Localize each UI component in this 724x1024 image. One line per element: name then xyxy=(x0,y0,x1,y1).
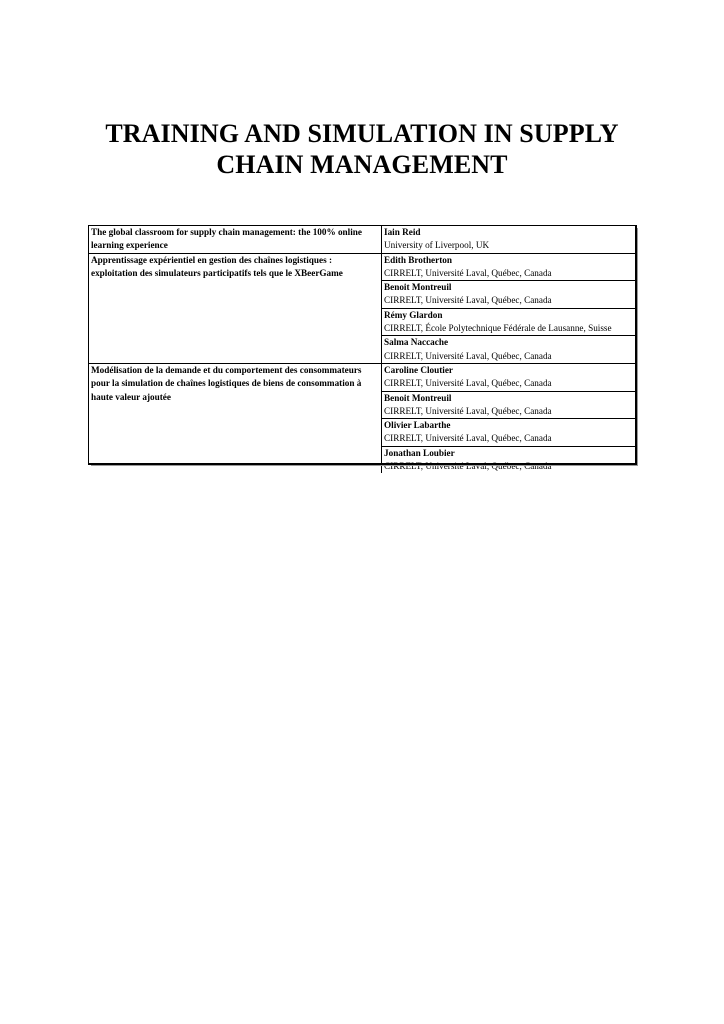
session-title: Apprentissage expérientiel en gestion des chaînes logistiques : exploitation des simulateurs participatifs tels que le XBeerGame xyxy=(89,253,382,363)
author-affiliation: CIRRELT, École Polytechnique Fédérale de Lausanne, Suisse xyxy=(382,322,635,336)
session-title: The global classroom for supply chain management: the 100% online learning experience xyxy=(89,226,382,253)
author-entry xyxy=(384,254,633,282)
session-title: Modélisation de la demande et du comportement des consommateurs pour la simulation de chaînes logistiques de biens de consommation à haute valeur ajoutée xyxy=(89,363,382,473)
author-entry xyxy=(384,392,633,420)
author-name: Salma Naccache xyxy=(384,337,449,348)
author-name: Jonathan Loubier xyxy=(384,447,455,458)
author-entry xyxy=(384,419,633,447)
author-affiliation: CIRRELT, Université Laval, Québec, Canada xyxy=(382,294,635,308)
sessions-table-container xyxy=(88,225,637,472)
author-entry xyxy=(384,309,633,337)
author-name: Benoit Montreuil xyxy=(384,392,452,403)
author-affiliation: CIRRELT, Université Laval, Québec, Canada xyxy=(382,267,635,281)
author-name: Rémy Glardon xyxy=(384,309,443,320)
page-title-line-2: CHAIN MANAGEMENT xyxy=(216,150,508,179)
author-entry xyxy=(384,364,633,392)
author-affiliation: CIRRELT, Université Laval, Québec, Canada xyxy=(382,377,635,391)
session-authors xyxy=(382,363,636,473)
author-entry xyxy=(384,336,633,363)
author-entry xyxy=(384,281,633,309)
author-affiliation: CIRRELT, Université Laval, Québec, Canada xyxy=(382,405,635,419)
author-affiliation: CIRRELT, Université Laval, Québec, Canada xyxy=(384,461,552,472)
table-row xyxy=(89,226,635,253)
author-affiliation: CIRRELT, Université Laval, Québec, Canada xyxy=(382,432,635,446)
page-title xyxy=(60,118,664,180)
author-name: Edith Brotherton xyxy=(384,254,452,265)
author-entry xyxy=(384,226,633,253)
table-row xyxy=(89,363,635,473)
sessions-table xyxy=(89,226,635,473)
session-authors xyxy=(382,226,636,253)
author-name: Iain Reid xyxy=(384,227,421,237)
page-title-line-1: TRAINING AND SIMULATION IN SUPPLY xyxy=(105,119,619,148)
author-affiliation: University of Liverpool, UK xyxy=(384,240,490,251)
author-name: Benoit Montreuil xyxy=(384,282,452,293)
author-name: Olivier Labarthe xyxy=(384,420,451,431)
author-name: Caroline Cloutier xyxy=(384,364,453,375)
table-row xyxy=(89,253,635,363)
session-authors xyxy=(382,253,636,363)
author-entry xyxy=(384,447,633,474)
author-affiliation: CIRRELT, Université Laval, Québec, Canada xyxy=(384,350,552,361)
